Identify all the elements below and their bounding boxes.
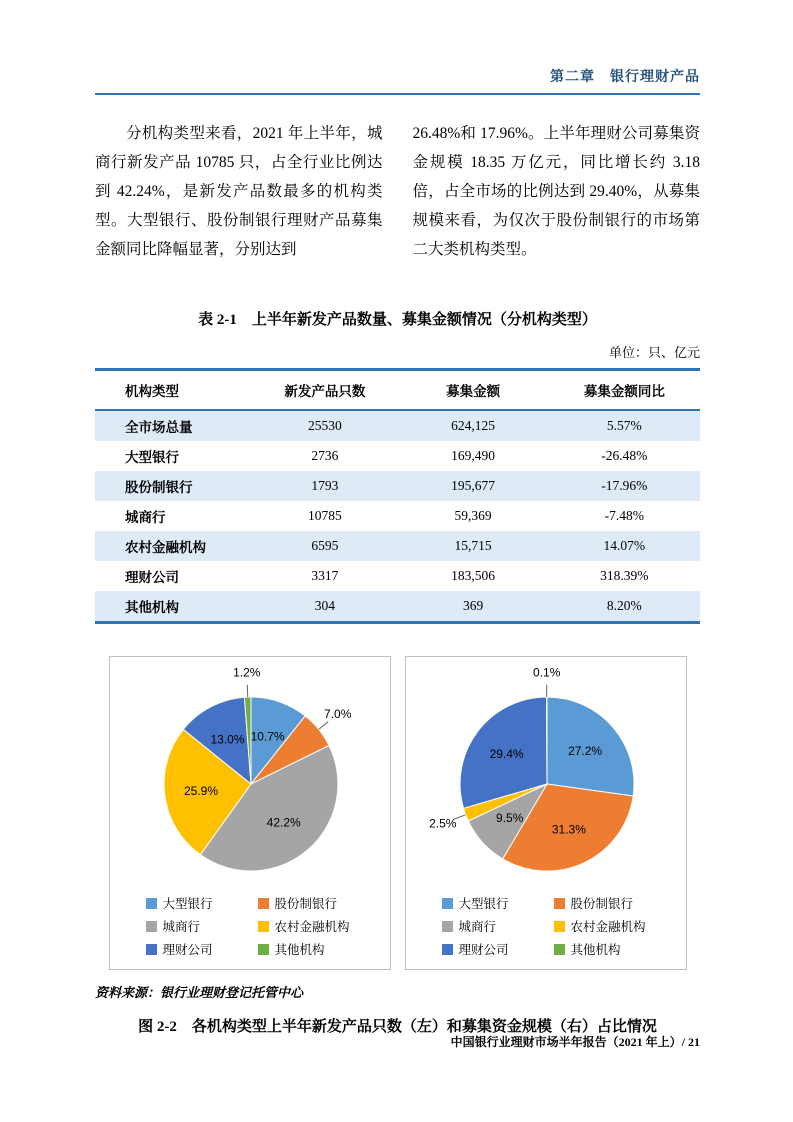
pie-data-label: 42.2% bbox=[266, 815, 301, 830]
cell: 369 bbox=[462, 598, 484, 613]
legend-swatch bbox=[554, 921, 565, 932]
pie-data-label: 1.2% bbox=[232, 665, 260, 680]
table-row bbox=[95, 591, 700, 623]
legend-label: 大型银行 bbox=[458, 897, 509, 911]
legend-item bbox=[442, 943, 554, 957]
legend-swatch bbox=[258, 898, 269, 909]
institutions-table bbox=[95, 368, 700, 624]
legend-label: 大型银行 bbox=[162, 897, 213, 911]
chart-legend bbox=[406, 897, 686, 957]
pie-data-label: 29.4% bbox=[489, 746, 524, 761]
cell: 5.57% bbox=[606, 418, 642, 433]
cell: 10785 bbox=[308, 508, 342, 523]
table-row bbox=[95, 531, 700, 561]
legend-swatch bbox=[146, 898, 157, 909]
row-label: 城商行 bbox=[125, 510, 166, 525]
cell: 195,677 bbox=[451, 478, 496, 493]
legend-swatch bbox=[442, 898, 453, 909]
table-row bbox=[95, 441, 700, 471]
row-label: 大型银行 bbox=[125, 450, 179, 465]
table-row bbox=[95, 561, 700, 591]
cell: 304 bbox=[314, 598, 336, 613]
pie-data-label: 7.0% bbox=[323, 707, 351, 722]
legend-item bbox=[146, 920, 258, 934]
cell: 14.07% bbox=[603, 538, 646, 553]
pie-leader-line bbox=[318, 722, 328, 730]
row-label: 农村金融机构 bbox=[125, 540, 206, 555]
pie-data-label: 13.0% bbox=[209, 732, 245, 747]
legend-item bbox=[554, 897, 686, 911]
unit-note: 单位：只、亿元 bbox=[608, 345, 700, 360]
legend-label: 股份制银行 bbox=[274, 897, 338, 911]
cell: 59,369 bbox=[454, 508, 492, 523]
legend-swatch bbox=[146, 944, 157, 955]
pie-slice bbox=[546, 697, 547, 784]
column-header: 机构类型 bbox=[95, 370, 252, 411]
body-paragraph-left: 分机构类型来看，2021 年上半年，城商行新发产品 10785 只，占全行业比例达到 42.24%，是新发产品数最多的机构类型。大型银行、股份制银行理财产品募集金额同比降幅显著，分别达到 bbox=[95, 125, 383, 258]
row-label: 理财公司 bbox=[125, 570, 179, 585]
legend-item bbox=[258, 897, 390, 911]
pie-data-label: 10.7% bbox=[250, 729, 285, 744]
legend-swatch bbox=[554, 898, 565, 909]
source-note: 资料来源：银行业理财登记托管中心 bbox=[95, 985, 304, 1000]
table-body bbox=[95, 410, 700, 623]
legend-item bbox=[442, 920, 554, 934]
body-text bbox=[95, 119, 700, 264]
cell: 3317 bbox=[311, 568, 339, 583]
pie-chart bbox=[406, 665, 688, 893]
legend-label: 农村金融机构 bbox=[274, 920, 350, 934]
legend-label: 理财公司 bbox=[458, 943, 509, 957]
chart-box-funds bbox=[405, 656, 687, 970]
cell: 6595 bbox=[311, 538, 339, 553]
pie-data-label: 25.9% bbox=[183, 783, 218, 798]
pie-chart bbox=[110, 665, 392, 893]
cell: -7.48% bbox=[604, 508, 645, 523]
charts-row bbox=[95, 656, 700, 970]
table-row bbox=[95, 501, 700, 531]
cell: 8.20% bbox=[606, 598, 642, 613]
page-footer: 中国银行业理财市场半年报告（2021 年上）/ 21 bbox=[450, 1035, 700, 1049]
legend-item bbox=[146, 943, 258, 957]
figure-caption: 图 2-2 各机构类型上半年新发产品只数（左）和募集资金规模（右）占比情况 bbox=[138, 1019, 657, 1035]
legend-label: 城商行 bbox=[458, 920, 497, 934]
pie-data-label: 2.5% bbox=[428, 816, 456, 831]
cell: -26.48% bbox=[601, 448, 648, 463]
cell: 318.39% bbox=[600, 568, 649, 583]
cell: 1793 bbox=[311, 478, 339, 493]
chart-box-products bbox=[109, 656, 391, 970]
cell: -17.96% bbox=[601, 478, 648, 493]
legend-swatch bbox=[258, 921, 269, 932]
row-label: 股份制银行 bbox=[125, 480, 193, 495]
legend-item bbox=[258, 943, 390, 957]
table-title: 表 2-1 上半年新发产品数量、募集金额情况（分机构类型） bbox=[198, 312, 597, 328]
cell: 25530 bbox=[308, 418, 342, 433]
legend-swatch bbox=[554, 944, 565, 955]
column-header: 新发产品只数 bbox=[252, 370, 397, 411]
cell: 2736 bbox=[311, 448, 339, 463]
chapter-header: 第二章 银行理财产品 bbox=[95, 66, 700, 95]
legend-swatch bbox=[258, 944, 269, 955]
cell: 15,715 bbox=[454, 538, 492, 553]
row-label: 全市场总量 bbox=[125, 420, 193, 435]
body-paragraph-right: 26.48%和 17.96%。上半年理财公司募集资金规模 18.35 万亿元，同比增长约 3.18 倍，占全市场的比例达到 29.40%，从募集规模来看，为仅次于股份制银行的市场第二大类机构类型。 bbox=[412, 125, 700, 258]
table-row bbox=[95, 410, 700, 441]
legend-item bbox=[554, 920, 686, 934]
pie-data-label: 9.5% bbox=[495, 811, 523, 825]
legend-swatch bbox=[442, 944, 453, 955]
cell: 183,506 bbox=[451, 568, 496, 583]
pie-data-label: 31.3% bbox=[551, 822, 586, 837]
legend-item bbox=[258, 920, 390, 934]
table-row bbox=[95, 471, 700, 501]
legend-label: 农村金融机构 bbox=[570, 920, 646, 934]
legend-item bbox=[146, 897, 258, 911]
legend-label: 股份制银行 bbox=[570, 897, 634, 911]
legend-label: 其他机构 bbox=[274, 943, 325, 957]
table-header-row bbox=[95, 370, 700, 411]
pie-data-label: 27.2% bbox=[567, 743, 602, 758]
legend-swatch bbox=[146, 921, 157, 932]
legend-item bbox=[554, 943, 686, 957]
legend-label: 城商行 bbox=[162, 920, 201, 934]
legend-swatch bbox=[442, 921, 453, 932]
legend-label: 理财公司 bbox=[162, 943, 213, 957]
cell: 624,125 bbox=[451, 418, 496, 433]
chart-legend bbox=[110, 897, 390, 957]
row-label: 其他机构 bbox=[125, 600, 179, 615]
legend-label: 其他机构 bbox=[570, 943, 621, 957]
column-header: 募集金额 bbox=[397, 370, 548, 411]
cell: 169,490 bbox=[451, 448, 496, 463]
pie-data-label: 0.1% bbox=[532, 665, 560, 680]
column-header: 募集金额同比 bbox=[549, 370, 700, 411]
legend-item bbox=[442, 897, 554, 911]
